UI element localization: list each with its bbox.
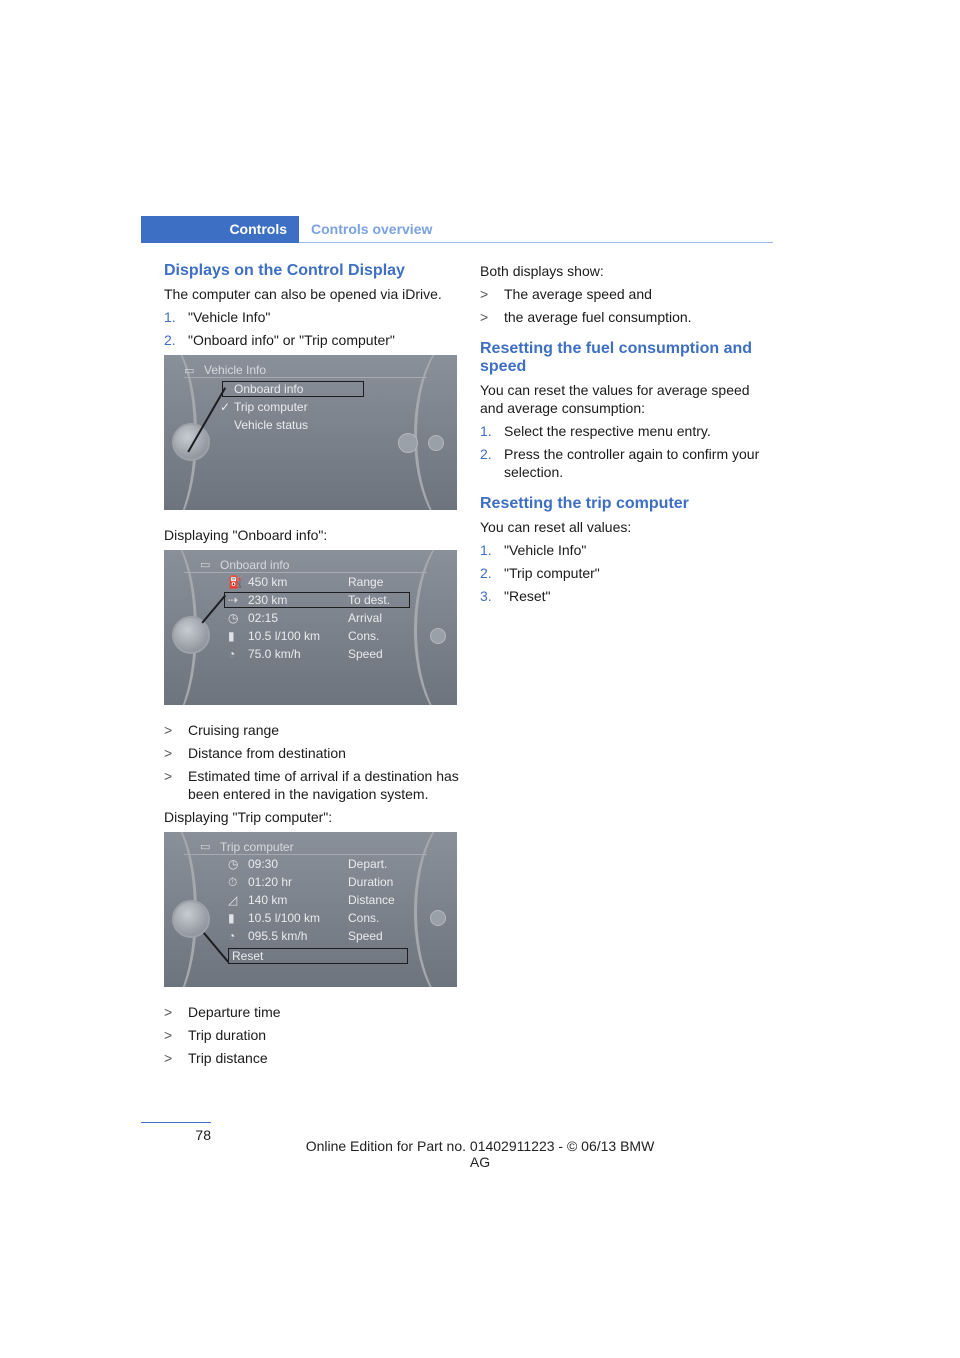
menu-item: Vehicle status (234, 418, 309, 432)
fuel-pump-icon: ▮ (228, 911, 235, 925)
screen-title: Trip computer (220, 840, 294, 854)
section-tab: Controls (141, 216, 299, 243)
data-row: ◔ 75.0 km/h Speed (228, 647, 383, 661)
selection-frame (222, 381, 364, 397)
reset-trip-steps (480, 541, 774, 605)
pointer-line (203, 932, 229, 962)
speedometer-icon: ◔ (228, 929, 236, 943)
data-row: ◿ 140 km Distance (228, 893, 395, 907)
list-item: 1. "Vehicle Info" (164, 309, 271, 325)
menu-icon: ▭ (200, 559, 211, 571)
data-row: ⛽ 450 km Range (228, 575, 384, 589)
data-row: ◔ 095.5 km/h Speed (228, 929, 383, 943)
onboard-caption: Displaying "Onboard info": (164, 527, 328, 543)
onboard-bullets (164, 721, 460, 803)
list-item: 2. "Onboard info" or "Trip computer" (164, 332, 395, 348)
trip-computer-screenshot (164, 832, 457, 987)
section-heading-displays: Displays on the Control Display (164, 262, 405, 279)
speedometer-icon: ◔ (228, 647, 236, 661)
trip-caption: Displaying "Trip computer": (164, 809, 333, 825)
both-displays-intro: Both displays show: (480, 263, 604, 279)
screen-title: Vehicle Info (204, 363, 267, 377)
list-item: 1. Select the respective menu entry. (480, 423, 711, 439)
menu-icon: ▭ (184, 365, 195, 377)
list-item: > Trip duration (164, 1027, 267, 1043)
menu-item: ✓ Trip computer (220, 400, 308, 414)
list-item: > the average fuel consumption. (480, 309, 692, 325)
list-item: > Trip distance (164, 1050, 268, 1066)
controller-icon (172, 616, 210, 654)
checkmark-icon: ✓ (220, 400, 231, 414)
selection-frame (224, 592, 410, 608)
trip-bullets (164, 1003, 460, 1067)
footer-edition: Online Edition for Part no. 01402911223 - © 06/13 BMW AG (305, 1138, 655, 1170)
clock-icon: ◷ (228, 611, 239, 625)
reset-item: Reset (232, 949, 264, 963)
both-displays-bullets (480, 285, 774, 326)
reset-fuel-steps (480, 422, 774, 481)
screen-title: Onboard info (220, 558, 290, 572)
knob-small-icon (430, 628, 446, 644)
data-row: ▮ 10.5 l/100 km Cons. (228, 629, 380, 643)
stopwatch-icon: ⏱ (228, 875, 238, 889)
onboard-info-screenshot (164, 550, 457, 705)
controller-icon (172, 423, 210, 461)
data-row: ◷ 02:15 Arrival (228, 611, 383, 625)
clock-icon: ◷ (228, 857, 239, 871)
left-column (164, 262, 460, 1072)
list-item: > Distance from destination (164, 745, 346, 761)
menu-item: Onboard info (234, 382, 304, 396)
subsection-label: Controls overview (311, 221, 433, 237)
list-item: 2. Press the controller again to confirm your selection. (480, 446, 760, 480)
page-number: 78 (195, 1127, 211, 1143)
data-row: ◷ 09:30 Depart. (228, 857, 388, 871)
list-item: > Estimated time of arrival if a destination has been entered in the navigation system. (164, 768, 459, 802)
list-item: 1. "Vehicle Info" (480, 542, 587, 558)
knob-small-icon (430, 910, 446, 926)
page-header (141, 216, 773, 243)
reset-trip-intro: You can reset all values: (480, 519, 632, 535)
vehicle-info-screenshot (164, 355, 457, 510)
knob-icon (398, 433, 418, 453)
list-item: > Departure time (164, 1004, 281, 1020)
section-heading-reset-trip: Resetting the trip computer (480, 495, 689, 512)
road-icon: ◿ (228, 893, 238, 907)
open-steps-list (164, 308, 460, 349)
reset-fuel-intro: You can reset the values for average speed and average consumption: (480, 382, 750, 416)
destination-icon: ⇢ (228, 593, 239, 607)
footer-rule (141, 1122, 211, 1123)
fuel-pump-icon: ▮ (228, 629, 235, 643)
fuel-icon: ⛽ (228, 575, 243, 589)
right-column (480, 262, 774, 610)
list-item: 3. "Reset" (480, 588, 551, 604)
data-row: ⏱ 01:20 hr Duration (228, 875, 394, 889)
menu-icon: ▭ (200, 841, 211, 853)
list-item: > Cruising range (164, 722, 280, 738)
knob-small-icon (428, 435, 444, 451)
list-item: > The average speed and (480, 286, 652, 302)
data-row: ▮ 10.5 l/100 km Cons. (228, 911, 380, 925)
pointer-line (201, 595, 225, 624)
list-item: 2. "Trip computer" (480, 565, 600, 581)
selection-frame (228, 948, 408, 964)
section-heading-reset-fuel: Resetting the fuel consumption and speed (480, 340, 753, 375)
intro-text: The computer can also be opened via iDrive. (164, 286, 442, 302)
data-row: ⇢ 230 km To dest. (228, 593, 391, 607)
